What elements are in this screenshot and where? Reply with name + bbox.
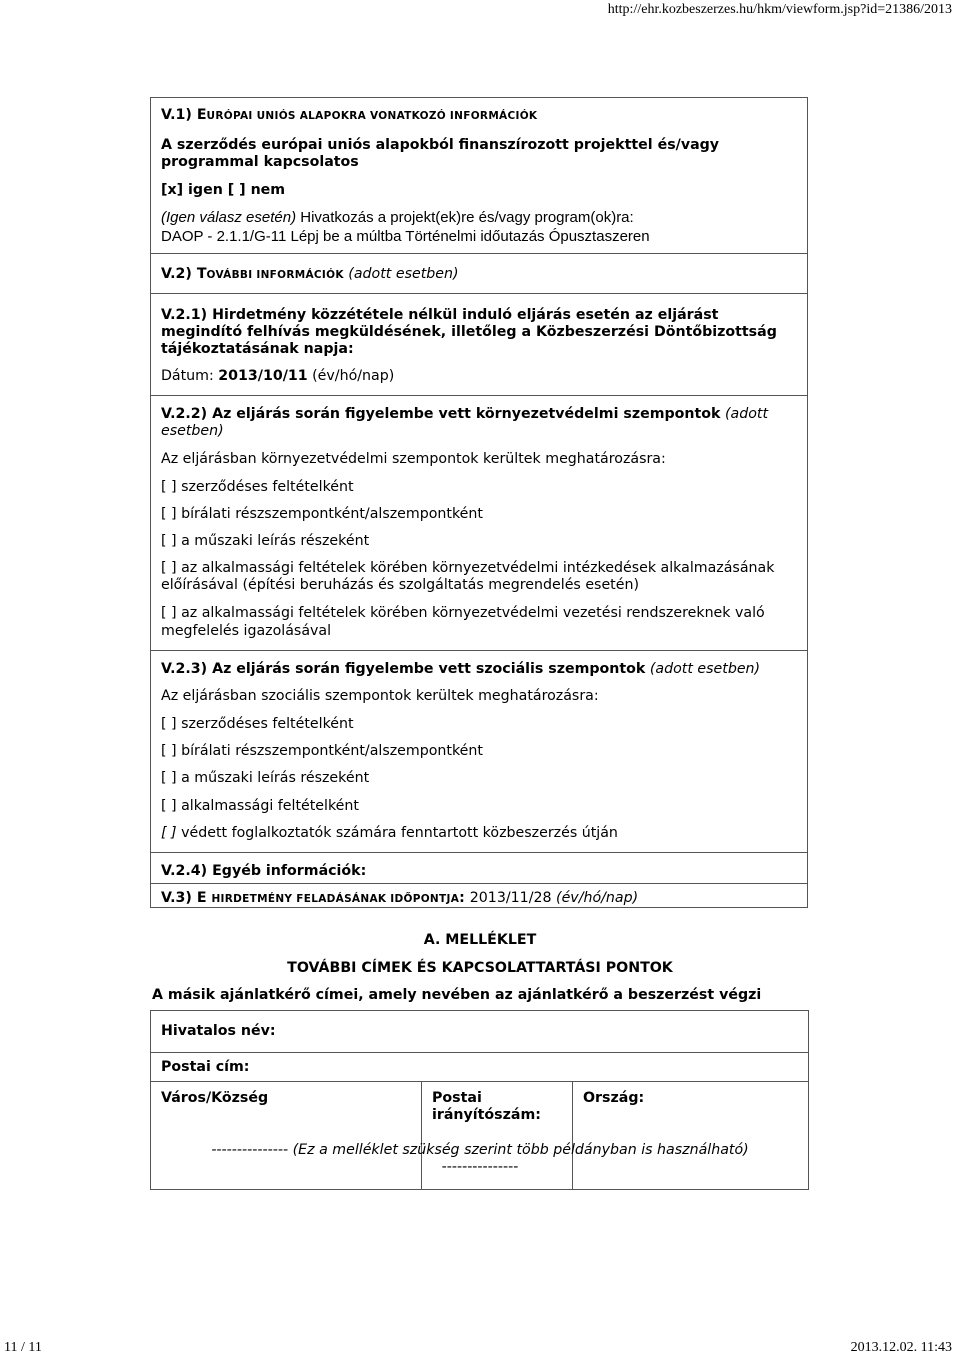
divider <box>151 650 807 651</box>
annex-heading: A másik ajánlatkérő címei, amely nevében az ajánlatkérő a beszerzést végzi <box>152 987 762 1003</box>
divider <box>151 852 807 853</box>
annex-note: --------------- (Ez a melléklet szükség szerint több példányban is használható) <box>211 1142 749 1158</box>
section-v-box <box>150 97 808 908</box>
v23-intro: Az eljárásban szociális szempontok kerültek meghatározásra: <box>161 688 599 704</box>
country-label: Ország: <box>583 1090 645 1106</box>
postal-address-label: Postai cím: <box>161 1059 250 1075</box>
v1-reference: (Igen válasz esetén) Hivatkozás a projekt(ek)re és/vagy program(ok)ra: <box>161 209 634 226</box>
v22-option-cont: előírásával (építési beruházás és szolgáltatás megrendelés esetén) <box>161 577 639 593</box>
v2-heading: V.2) TOVÁBBI INFORMÁCIÓK (adott esetben) <box>161 266 459 282</box>
divider <box>151 293 807 294</box>
annex-subtitle: TOVÁBBI CÍMEK ÉS KAPCSOLATTARTÁSI PONTOK <box>287 960 673 976</box>
v23-option: [ ] alkalmassági feltételként <box>161 798 359 814</box>
v23-title: V.2.3) Az eljárás során figyelembe vett szociális szempontok (adott esetben) <box>161 661 761 677</box>
v22-intro: Az eljárásban környezetvédelmi szempontok kerültek meghatározásra: <box>161 451 666 467</box>
v1-question: A szerződés európai uniós alapokból finanszírozott projekttel és/vagy <box>161 137 720 153</box>
v23-option: [ ] védett foglalkoztatók számára fenntartott közbeszerzés útján <box>161 825 618 841</box>
v22-title: V.2.2) Az eljárás során figyelembe vett környezetvédelmi szempontok (adott <box>161 406 769 422</box>
annex-note-cont: --------------- <box>441 1159 519 1175</box>
city-label: Város/Község <box>161 1090 269 1106</box>
postal-code-label: Postai <box>432 1090 482 1106</box>
v22-option: [ ] a műszaki leírás részeként <box>161 533 370 549</box>
v23-option: [ ] bírálati részszempontként/alszempontként <box>161 743 483 759</box>
v22-option: [ ] szerződéses feltételként <box>161 479 354 495</box>
v1-reference-value: DAOP - 2.1.1/G-11 Lépj be a múltba Történelmi időutazás Ópusztaszeren <box>161 228 650 245</box>
v21-date: Dátum: 2013/10/11 (év/hó/nap) <box>161 368 395 384</box>
v24-title: V.2.4) Egyéb információk: <box>161 863 367 879</box>
v22-option: [ ] az alkalmassági feltételek körében környezetvédelmi intézkedések alkalmazásának <box>161 560 775 576</box>
divider <box>151 253 807 254</box>
v23-option: [ ] szerződéses feltételként <box>161 716 354 732</box>
annex-title: A. MELLÉKLET <box>423 932 537 948</box>
v1-answer: [x] igen [ ] nem <box>161 182 286 198</box>
v1-heading: V.1) EURÓPAI UNIÓS ALAPOKRA VONATKOZÓ INFORMÁCIÓK <box>161 107 538 123</box>
divider <box>151 395 807 396</box>
official-name-label: Hivatalos név: <box>161 1023 276 1039</box>
postal-code-label-cont: irányítószám: <box>432 1107 541 1123</box>
v3-heading: V.3) E HIRDETMÉNY FELADÁSÁNAK IDŐPONTJA: 2013/11/28 (év/hó/nap) <box>161 890 639 906</box>
v22-title-cont: esetben) <box>161 423 224 439</box>
divider <box>151 883 807 884</box>
page-number: 11 / 11 <box>4 1340 42 1355</box>
print-datetime: 2013.12.02. 11:43 <box>850 1340 952 1355</box>
v23-option: [ ] a műszaki leírás részeként <box>161 770 370 786</box>
v22-option: [ ] az alkalmassági feltételek körében környezetvédelmi vezetési rendszereknek való <box>161 605 765 621</box>
v1-question-cont: programmal kapcsolatos <box>161 154 359 170</box>
page-url: http://ehr.kozbeszerzes.hu/hkm/viewform.jsp?id=21386/2013 <box>607 2 952 17</box>
divider <box>151 1052 808 1053</box>
v22-option: [ ] bírálati részszempontként/alszempontként <box>161 506 483 522</box>
v21-title-cont2: tájékoztatásának napja: <box>161 341 354 357</box>
v22-option-cont: megfelelés igazolásával <box>161 623 332 639</box>
v21-title: V.2.1) Hirdetmény közzététele nélkül induló eljárás esetén az eljárást <box>161 307 719 323</box>
divider <box>151 1081 808 1082</box>
v21-title-cont: megindító felhívás megküldésének, illetőleg a Közbeszerzési Döntőbizottság <box>161 324 777 340</box>
